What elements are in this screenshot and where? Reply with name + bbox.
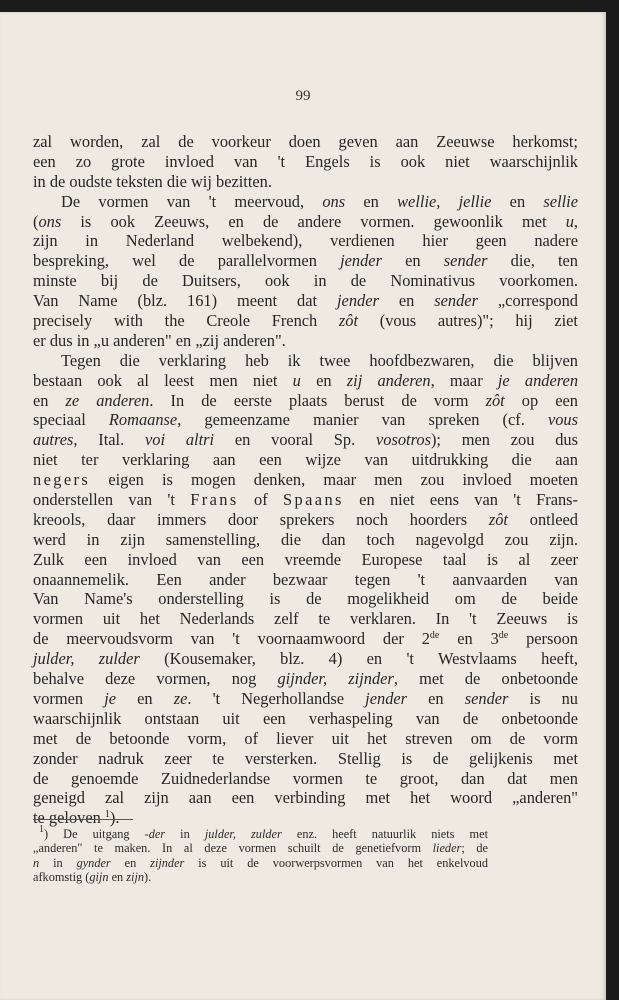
text-line: vormen uit het Nederlands zelf te verklaren. In 't Zeeuws is	[33, 609, 578, 629]
footnote-marker: 1	[39, 824, 44, 835]
text-line: zonder nadruk zeer te versterken. Stellig is de gelijkenis met	[33, 748, 578, 768]
text-line: geneigd zal zijn aan een verbinding met het woord „anderen"	[33, 788, 578, 808]
footnote-divider	[33, 819, 133, 820]
text-line: onderstellen van 't Frans of Spaans en niet eens van 't Frans-	[33, 490, 579, 510]
text-line: in de oudste teksten die wij bezitten.	[33, 171, 272, 191]
footnote-reference: 1	[104, 809, 110, 821]
text-line: precisely with the Creole French zôt (vous autres)"; hij ziet	[33, 311, 578, 331]
text-line: en ze anderen. In de eerste plaats berust de vorm zôt op een	[33, 390, 578, 410]
text-line: speciaal Romaanse, gemeenzame manier van spreken (cf. vous	[33, 410, 578, 430]
text-line: niet ter verklaring aan een wijze van uitdrukking die aan	[33, 450, 578, 470]
book-page	[0, 12, 606, 1000]
text-line: zijn in Nederland welbekend), verdienen hier geen nadere	[33, 231, 578, 251]
text-line: zal worden, zal de voorkeur doen geven aan Zeeuwse herkomst;	[33, 132, 578, 151]
body-text	[33, 132, 578, 828]
text-line: werd in zijn samenstelling, die dan toch nagevolgd zou zijn.	[33, 529, 578, 549]
text-line: een zo grote invloed van 't Engels is ook niet waarschijnlik	[33, 151, 578, 171]
text-line: bespreking, wel de parallelvormen jender en sender die, ten	[33, 251, 579, 271]
text-line: bestaan ook al leest men niet u en zij anderen, maar je anderen	[33, 370, 579, 390]
text-line: de genoemde Zuidnederlandse vormen te groot, dan dat men	[33, 768, 578, 788]
text-line: onaannemelik. Een ander bezwaar tegen 't aanvaarden van	[33, 569, 578, 589]
footnote-line: $^1$) De uitgang -der in julder, zulder enz. heeft natuurlik niets met	[39, 824, 488, 841]
text-line: de meervoudsvorm van 't voornaamwoord der 2de en 3de persoon	[33, 629, 578, 649]
text-line: waarschijnlik ontstaan uit een verhaspeling van de onbetoonde	[33, 708, 578, 728]
text-line: te geloven $^1$).	[33, 808, 120, 828]
text-line: minste bij de Duitsers, ook in de Nominativus voorkomen.	[33, 271, 578, 291]
text-line: Tegen die verklaring heb ik twee hoofdbezwaren, die blijven	[61, 350, 578, 370]
text-line: Zulk een invloed van een vreemde Europese taal is al zeer	[33, 549, 578, 569]
text-line: autres, Ital. voi altri en vooral Sp. vosotros); men zou dus	[33, 430, 578, 450]
text-line: De vormen van 't meervoud, ons en wellie, jellie en sellie	[61, 191, 579, 211]
text-line: (ons is ook Zeeuws, en de andere vormen. gewoonlik met u,	[33, 211, 578, 231]
text-line: julder, zulder (Kousemaker, blz. 4) en 't Westvlaams heeft,	[33, 649, 578, 669]
text-line: er dus in „u anderen" en „zij anderen".	[33, 330, 286, 350]
footnote-line: n in gynder en zijnder is uit de voorwerpsvormen van het enkelvoud	[33, 855, 488, 870]
text-line: Van Name (blz. 161) meent dat jender en sender „correspond	[33, 291, 578, 311]
text-line: kreools, daar immers door sprekers noch hoorders zôt ontleed	[33, 509, 578, 529]
text-line: behalve deze vormen, nog gijnder, zijnder, met de onbetoonde	[33, 669, 578, 689]
page-number: 99	[295, 88, 311, 104]
footnote-line: afkomstig (gijn en zijn).	[33, 869, 152, 884]
text-line: vormen je en ze. 't Negerhollandse jender en sender is nu	[33, 688, 578, 708]
footnote	[33, 824, 488, 884]
footnote-line: „anderen" te maken. In al deze vormen schuilt de genetiefvorm lieder; de	[33, 841, 488, 856]
text-line: Van Name's onderstelling is de mogelikheid om de beide	[33, 589, 578, 609]
text-line: met de betoonde vorm, of liever uit het streven om de vorm	[33, 728, 578, 748]
text-line: negers eigen is mogen denken, maar men zou invloed moeten	[33, 470, 578, 490]
